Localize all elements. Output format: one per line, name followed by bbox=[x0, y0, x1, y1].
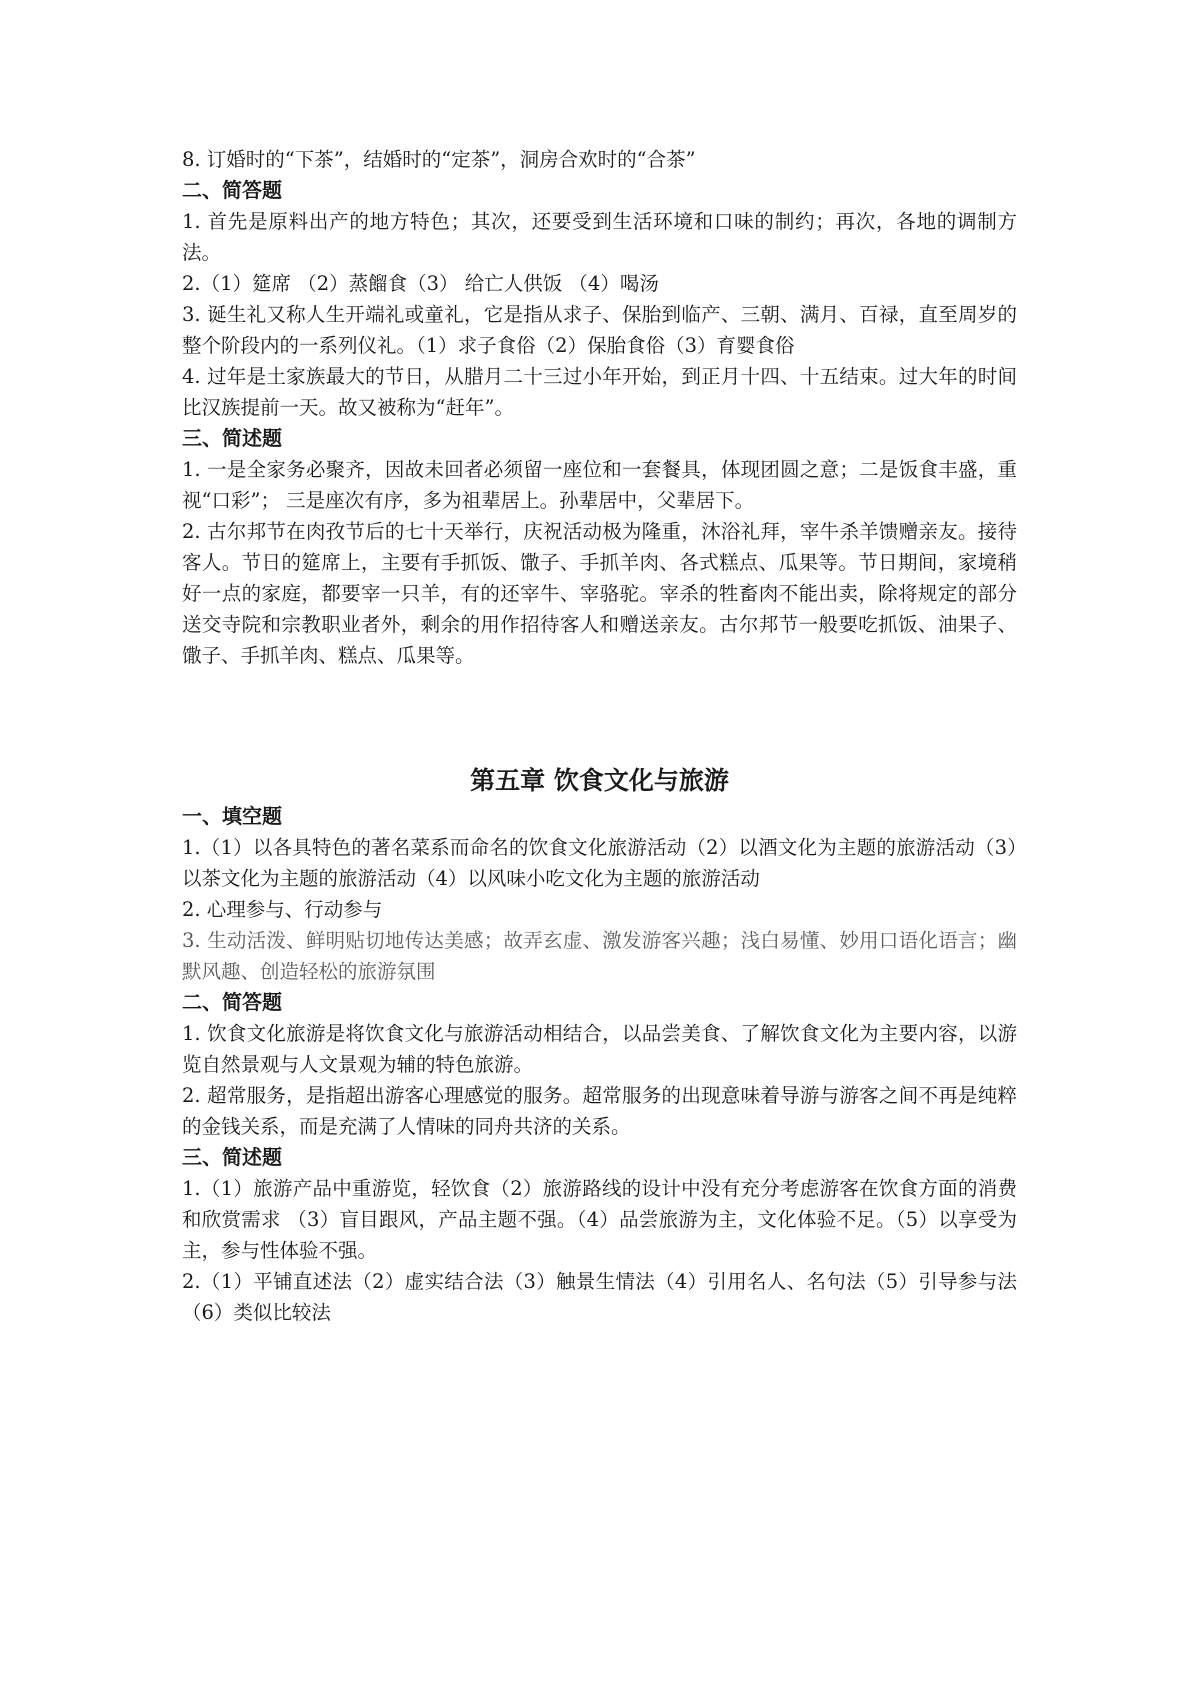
short-answer-2: 2.（1）筵席 （2）蒸餾食（3） 给亡人供饭 （4）喝汤 bbox=[182, 272, 659, 295]
section-chapter4-tail bbox=[182, 144, 1017, 671]
fill-answer-2: 2. 心理参与、行动参与 bbox=[182, 898, 383, 921]
heading-essay: 三、简述题 bbox=[182, 1145, 282, 1169]
short-answer-1: 1. 饮食文化旅游是将饮食文化与旅游活动相结合，以品尝美食、了解饮食文化为主要内容，以游览自然景观与人文景观为辅的特色旅游。 bbox=[182, 1022, 1017, 1076]
answer-item-8: 8. 订婚时的“下茶”，结婚时的“定茶”，洞房合欢时的“合茶” bbox=[182, 148, 696, 171]
fill-answer-1: 1.（1）以各具特色的著名菜系而命名的饮食文化旅游活动（2）以酒文化为主题的旅游活动（3）以茶文化为主题的旅游活动（4）以风味小吃文化为主题的旅游活动 bbox=[182, 836, 1017, 890]
spacer bbox=[182, 671, 1017, 761]
short-answer-4: 4. 过年是土家族最大的节日，从腊月二十三过小年开始，到正月十四、十五结束。过大年的时间比汉族提前一天。故又被称为“赶年”。 bbox=[182, 365, 1017, 419]
heading-short-answer: 二、简答题 bbox=[182, 178, 282, 202]
short-answer-1: 1. 首先是原料出产的地方特色；其次，还要受到生活环境和口味的制约；再次，各地的调制方法。 bbox=[182, 210, 1017, 264]
heading-essay: 三、简述题 bbox=[182, 426, 282, 450]
essay-answer-2: 2. 古尔邦节在肉孜节后的七十天举行，庆祝活动极为隆重，沐浴礼拜，宰牛杀羊馈赠亲友。接待客人。节日的筵席上，主要有手抓饭、馓子、手抓羊肉、各式糕点、瓜果等。节日期间，家境稍好一点的家庭，都要宰一只羊，有的还宰牛、宰骆驼。宰杀的牲畜肉不能出卖，除将规定的部分送交寺院和宗教职业者外，剩余的用作招待客人和赠送亲友。古尔邦节一般要吃抓饭、油果子、馓子、手抓羊肉、糕点、瓜果等。 bbox=[182, 520, 1017, 667]
short-answer-3: 3. 诞生礼又称人生开端礼或童礼，它是指从求子、保胎到临产、三朝、满月、百禄，直至周岁的整个阶段内的一系列仪礼。（1）求子食俗（2）保胎食俗（3）育婴食俗 bbox=[182, 303, 1017, 357]
essay-answer-2: 2.（1）平铺直述法（2）虚实结合法（3）触景生情法（4）引用名人、名句法（5）引导参与法（6）类似比较法 bbox=[182, 1270, 1017, 1324]
short-answer-2: 2. 超常服务，是指超出游客心理感觉的服务。超常服务的出现意味着导游与游客之间不再是纯粹的金钱关系，而是充满了人情味的同舟共济的关系。 bbox=[182, 1084, 1017, 1138]
essay-answer-1: 1.（1）旅游产品中重游览，轻饮食（2）旅游路线的设计中没有充分考虑游客在饮食方面的消费和欣赏需求 （3）盲目跟风，产品主题不强。（4）品尝旅游为主，文化体验不足。（5）以享受为主，参与性体验不强。 bbox=[182, 1177, 1017, 1262]
fill-answer-3: 3. 生动活泼、鲜明贴切地传达美感；故弄玄虚、激发游客兴趣；浅白易懂、妙用口语化语言；幽默风趣、创造轻松的旅游氛围 bbox=[182, 929, 1017, 983]
heading-short-answer: 二、简答题 bbox=[182, 990, 282, 1014]
heading-fill-in: 一、填空题 bbox=[182, 804, 282, 828]
essay-answer-1: 1. 一是全家务必聚齐，因故未回者必须留一座位和一套餐具，体现团圆之意；二是饭食丰盛，重视“口彩”； 三是座次有序，多为祖辈居上。孙辈居中，父辈居下。 bbox=[182, 458, 1017, 512]
section-chapter5 bbox=[182, 761, 1017, 1328]
document-page bbox=[182, 144, 1017, 1328]
chapter-title: 第五章 饮食文化与旅游 bbox=[470, 766, 729, 795]
